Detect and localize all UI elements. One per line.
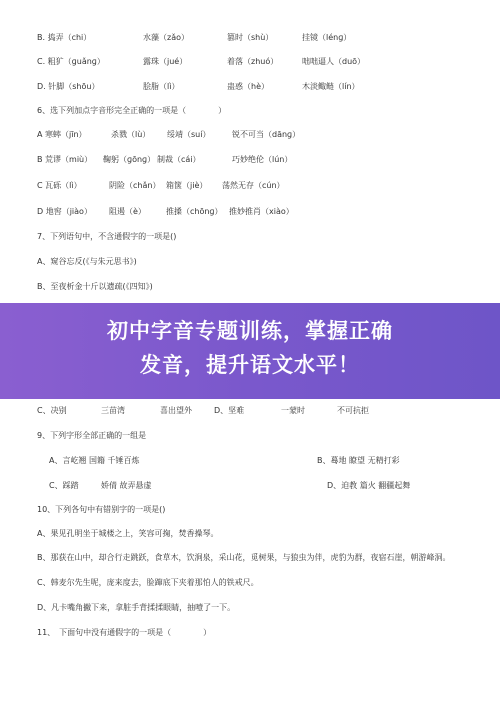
option-text: 娇倩 故弄悬虚: [101, 481, 152, 490]
option-row: [0, 82, 500, 92]
option-text: C、韩麦尔先生呢，庞来度去，脸蹿底下夹着那怕人的铁戒尺。: [37, 578, 259, 587]
option-text: 蛊惑（hè）: [227, 82, 269, 91]
option-row: [0, 481, 500, 491]
question-9: 9、下列字形全部正确的一组是: [37, 431, 147, 440]
option-row: [0, 207, 500, 217]
option-row: [0, 155, 500, 165]
option-text: 不可抗拒: [337, 406, 369, 415]
option-row: [0, 456, 500, 466]
option-text: 挂镜（lénɡ）: [302, 33, 352, 42]
option-text: 咄咄逼人（duō）: [302, 57, 366, 66]
option-text: 木淡鲰鲢（lín）: [302, 82, 360, 91]
option-text: A、窥谷忘反(《与朱元思书》): [37, 257, 137, 266]
option-text: B 荒谬（miù）: [37, 155, 93, 164]
option-text: 推妙推肖（xiào）: [229, 207, 294, 216]
option-text: 推搡（chōnɡ）: [166, 207, 223, 216]
option-text: 绥靖（suí）: [167, 130, 211, 139]
option-text: 露珠（jué）: [143, 57, 188, 66]
option-text: C、决别: [37, 406, 67, 415]
option-text: B、那获在山中，却合行走跳跃，食草木，饮涧泉，采山花，觅树果，与狼虫为伴，虎豹为群，夜宿石崖，朝游峰洞。: [37, 553, 451, 562]
question-10: 10、下列各句中有错别字的一项是(): [37, 505, 166, 514]
option-text: D、凡卡嘴角撇下来，拿脏手背揉揉眼睛，抽噎了一下。: [37, 603, 236, 612]
option-text: 荡然无存（cún）: [222, 181, 285, 190]
option-text: B、至夜析金十斤以遗疏(《四知》): [37, 282, 153, 291]
option-text: 着落（zhuó）: [227, 57, 279, 66]
option-text: A、果见孔明坐于城楼之上，笑容可掬，焚香操琴。: [37, 529, 219, 538]
option-text: D、坚难: [214, 406, 245, 415]
option-text: 阴险（chǎn）: [109, 181, 161, 190]
option-text: 箱箧（jiè）: [166, 181, 208, 190]
question-7: 7、下列语句中，不含通假字的一项是(): [37, 232, 177, 241]
option-text: 一蒙时: [281, 406, 305, 415]
banner-line-2: 发音，提升语文水平！: [140, 353, 360, 377]
option-row: [0, 406, 500, 416]
option-text: 鞠躬（ɡōnɡ）: [103, 155, 156, 164]
option-text: 阻遏（è）: [109, 207, 146, 216]
option-text: 喜出望外: [160, 406, 192, 415]
option-text: 巧妙绝伦（lún）: [232, 155, 293, 164]
option-text: D. 针脚（shōu）: [37, 82, 100, 91]
option-text: D、迫教 篇火 翻疆起舞: [327, 481, 411, 490]
question-6: 6、选下列加点字音形完全正确的一项是（ ）: [37, 106, 227, 115]
option-text: 篡时（shù）: [227, 33, 274, 42]
banner-line-1: 初中字音专题训练，掌握正确: [107, 319, 393, 343]
option-row: [0, 130, 500, 140]
option-text: 锐不可当（dānɡ）: [232, 130, 301, 139]
option-text: 制裁（cái）: [157, 155, 201, 164]
question-11: 11、 下面句中没有通假字的一项是（ ）: [37, 628, 212, 637]
option-text: B. 捣弄（chi）: [37, 33, 92, 42]
option-text: D 地窖（jiào）: [37, 207, 92, 216]
option-row: [0, 181, 500, 191]
option-row: [0, 57, 500, 67]
option-text: C. 粗犷（ɡuǎnɡ）: [37, 57, 105, 66]
option-text: 脍脂（lì）: [143, 82, 180, 91]
banner-title: [0, 314, 500, 382]
option-text: 杀戮（lù）: [111, 130, 151, 139]
option-text: 三苗湾: [101, 406, 125, 415]
option-text: B、蓦地 瞭望 无精打彩: [317, 456, 400, 465]
option-text: 水藻（zǎo）: [143, 33, 189, 42]
option-text: C 瓦砾（lì）: [37, 181, 82, 190]
option-text: C、踩踏: [49, 481, 79, 490]
option-row: [0, 33, 500, 43]
option-text: A、言屹翘 国籍 千锤百炼: [49, 456, 140, 465]
option-text: A 寒蟀（jīn）: [37, 130, 87, 139]
